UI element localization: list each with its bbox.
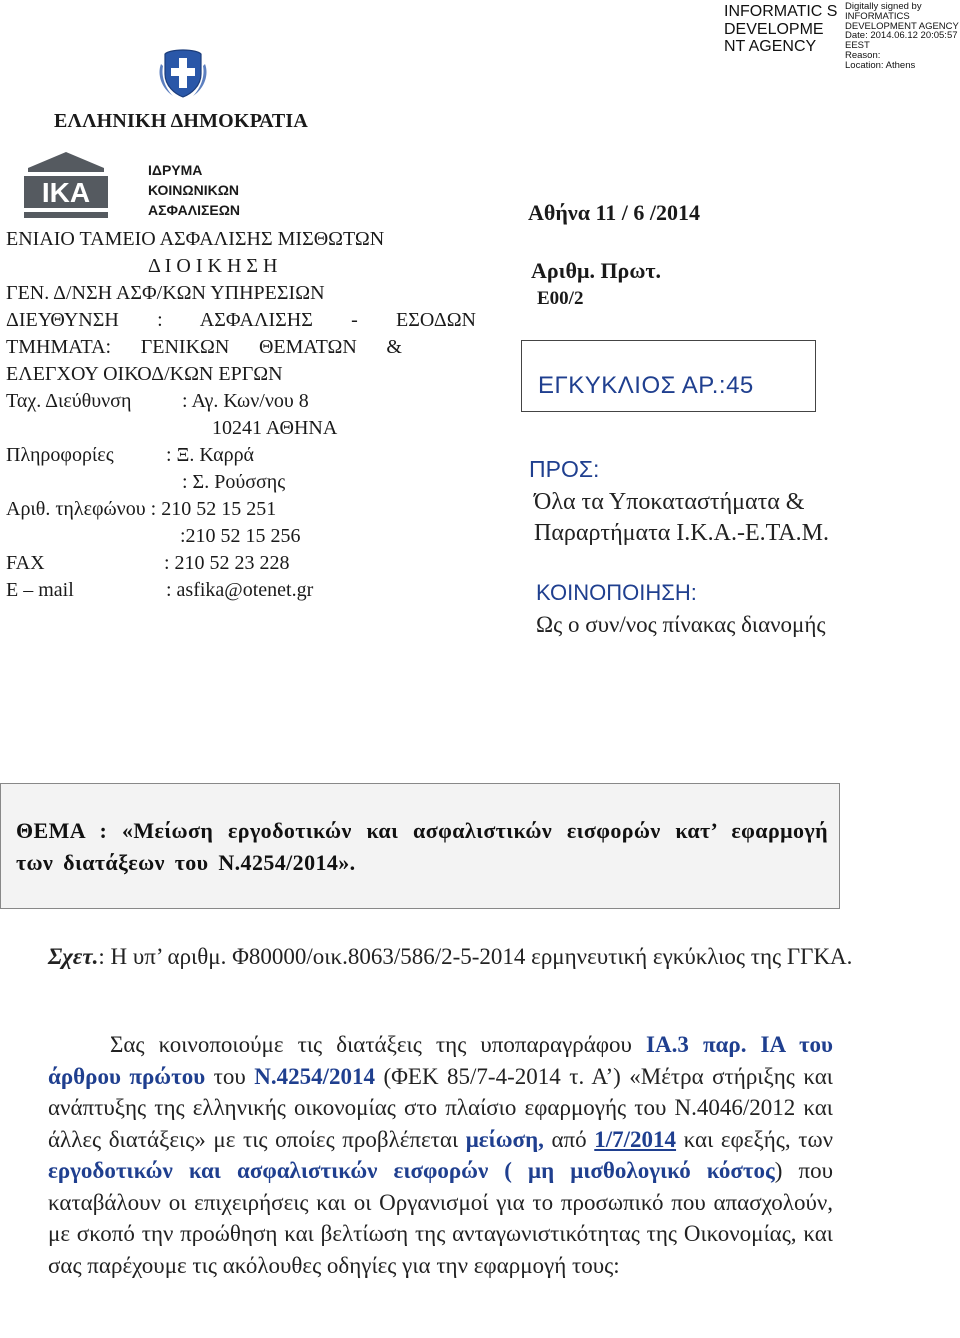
document-date: Αθήνα 11 / 6 /2014	[528, 200, 700, 225]
recipients-label: ΠΡΟΣ:	[529, 456, 600, 482]
ika-logo-icon	[20, 150, 112, 222]
fax-row	[6, 550, 486, 577]
signature-name: INFORMATIC S DEVELOPME NT AGENCY	[724, 3, 838, 55]
info-value: : Ξ. Καρρά	[166, 444, 255, 466]
phone-row	[6, 496, 486, 523]
body-paragraph	[48, 1029, 833, 1281]
protocol-label: Αριθμ. Πρωτ.	[531, 258, 662, 283]
org-name-line: ΙΔΡΥΜΑ	[148, 162, 203, 178]
recipients	[534, 487, 829, 549]
signature-detail-line: Date: 2014.06.12 20:05:57	[845, 30, 958, 42]
body-emphasis: 1/7/2014	[594, 1126, 677, 1152]
body-emphasis: εργοδοτικών και ασφαλιστικών εισφορών ( μη μισθολογικό κόστος	[48, 1158, 775, 1183]
body-text: ) που καταβάλουν οι επιχειρήσεις και οι Οργανισμοί για το προσωπικό που απασχολούν, με σκοπό την προώθηση και βελτίωση της ανταγωνιστικότητας της Οικονομίας, και σας παρέχουμε τις ακόλουθες οδηγίες για την εφαρμογή τους:	[48, 1158, 833, 1278]
body-text: από	[543, 1126, 595, 1152]
signature-detail-line: DEVELOPMENT AGENCY	[845, 20, 959, 32]
greek-emblem-icon	[155, 44, 211, 100]
reference	[48, 941, 868, 973]
address-value: : Αγ. Κων/νου 8	[182, 390, 309, 412]
email-label: E – mail	[6, 579, 74, 601]
address-label: Ταχ. Διεύθυνση	[6, 390, 132, 412]
administration: Δ Ι Ο Ι Κ Η Σ Η	[148, 255, 278, 277]
body-text: και εφεξής, των	[676, 1126, 833, 1152]
fax-label: FAX	[6, 552, 45, 574]
subject: ΘΕΜΑ : «Μείωση εργοδοτικών και ασφαλιστικών εισφορών κατ’ εφαρμογή των διατάξεων του Ν.4254/2014».	[16, 818, 828, 875]
recipients-line: Όλα τα Υποκαταστήματα &	[534, 489, 805, 515]
body-text: (ΦΕΚ 85/7-4-2014 τ. Α’) «Μέτρα στήριξης και ανάπτυξης της ελληνικής οικονομίας στο πλαίσιο εφαρμογής του Ν.4046/2012 και άλλες διατάξεις» με τις οποίες προβλέπεται	[48, 1063, 833, 1152]
circular-number: ΕΓΚΥΚΛΙΟΣ ΑΡ.:45	[538, 372, 754, 399]
directorate: ΔΙΕΥΘΥΝΣΗ : ΑΣΦΑΛΙΣΗΣ - ΕΣΟΔΩΝ	[6, 309, 476, 331]
reference-label: Σχετ.	[48, 944, 99, 969]
info-label: Πληροφορίες	[6, 444, 114, 466]
cc-label: ΚΟΙΝΟΠΟΙΗΣΗ:	[536, 580, 697, 605]
signature-detail-line: Digitally signed by	[845, 1, 922, 12]
body-emphasis: Ν.4254/2014	[254, 1063, 375, 1089]
directorate-general: ΓΕΝ. Δ/ΝΣΗ ΑΣΦ/ΚΩΝ ΥΠΗΡΕΣΙΩΝ	[6, 282, 325, 304]
email-row	[6, 577, 486, 604]
cc-text: Ως ο συν/νος πίνακας διανομής	[536, 612, 826, 637]
body-emphasis: μείωση,	[465, 1126, 544, 1152]
sender-block	[6, 226, 486, 604]
phone-value-2: :210 52 15 256	[180, 525, 301, 547]
fax-value: : 210 52 23 228	[164, 552, 290, 574]
body-text: του	[205, 1063, 255, 1089]
body-text: Σας κοινοποιούμε τις διατάξεις της υποπαραγράφου	[110, 1032, 647, 1057]
email-value: : asfika@otenet.gr	[166, 579, 314, 601]
info-row	[6, 442, 486, 469]
phone-label: Αριθ. τηλεφώνου	[6, 498, 146, 520]
republic-heading: ΕΛΛΗΝΙΚΗ ΔΗΜΟΚΡΑΤΙΑ	[54, 110, 309, 132]
organization-name	[148, 160, 240, 220]
ika-logo-text: IKA	[41, 177, 91, 208]
recipients-line: Παραρτήματα Ι.Κ.Α.-Ε.ΤΑ.Μ.	[534, 520, 830, 546]
signature-detail-line: EEST	[845, 40, 870, 52]
signature-detail-line: Location: Athens	[845, 59, 916, 71]
signature-detail-line: INFORMATICS	[845, 10, 910, 22]
body-emphasis: ΙΑ.3 παρ. ΙΑ του άρθρου πρώτου	[48, 1032, 833, 1089]
address-row	[6, 388, 486, 415]
departments-line-1: ΤΜΗΜΑΤΑ: ΓΕΝΙΚΩΝ ΘΕΜΑΤΩΝ &	[6, 336, 402, 358]
org-name-line: ΚΟΙΝΩΝΙΚΩΝ	[148, 182, 240, 198]
signature-detail-line: Reason:	[845, 49, 881, 61]
info-value-2: : Σ. Ρούσσης	[182, 471, 286, 493]
org-name-line: ΑΣΦΑΛΙΣΕΩΝ	[148, 202, 241, 218]
fund-name: ΕΝΙΑΙΟ ΤΑΜΕΙΟ ΑΣΦΑΛΙΣΗΣ ΜΙΣΘΩΤΩΝ	[6, 228, 385, 250]
address-city: 10241 ΑΘΗΝΑ	[212, 417, 338, 439]
protocol-number: Ε00/2	[537, 288, 584, 309]
signature-details	[845, 2, 960, 71]
phone-value: : 210 52 15 251	[150, 498, 277, 520]
reference-text: : Η υπ’ αριθμ. Φ80000/οικ.8063/586/2-5-2014 ερμηνευτική εγκύκλιος της ΓΓΚΑ.	[98, 944, 853, 969]
departments-line-2: ΕΛΕΓΧΟΥ ΟΙΚΟΔ/ΚΩΝ ΕΡΓΩΝ	[6, 363, 283, 385]
